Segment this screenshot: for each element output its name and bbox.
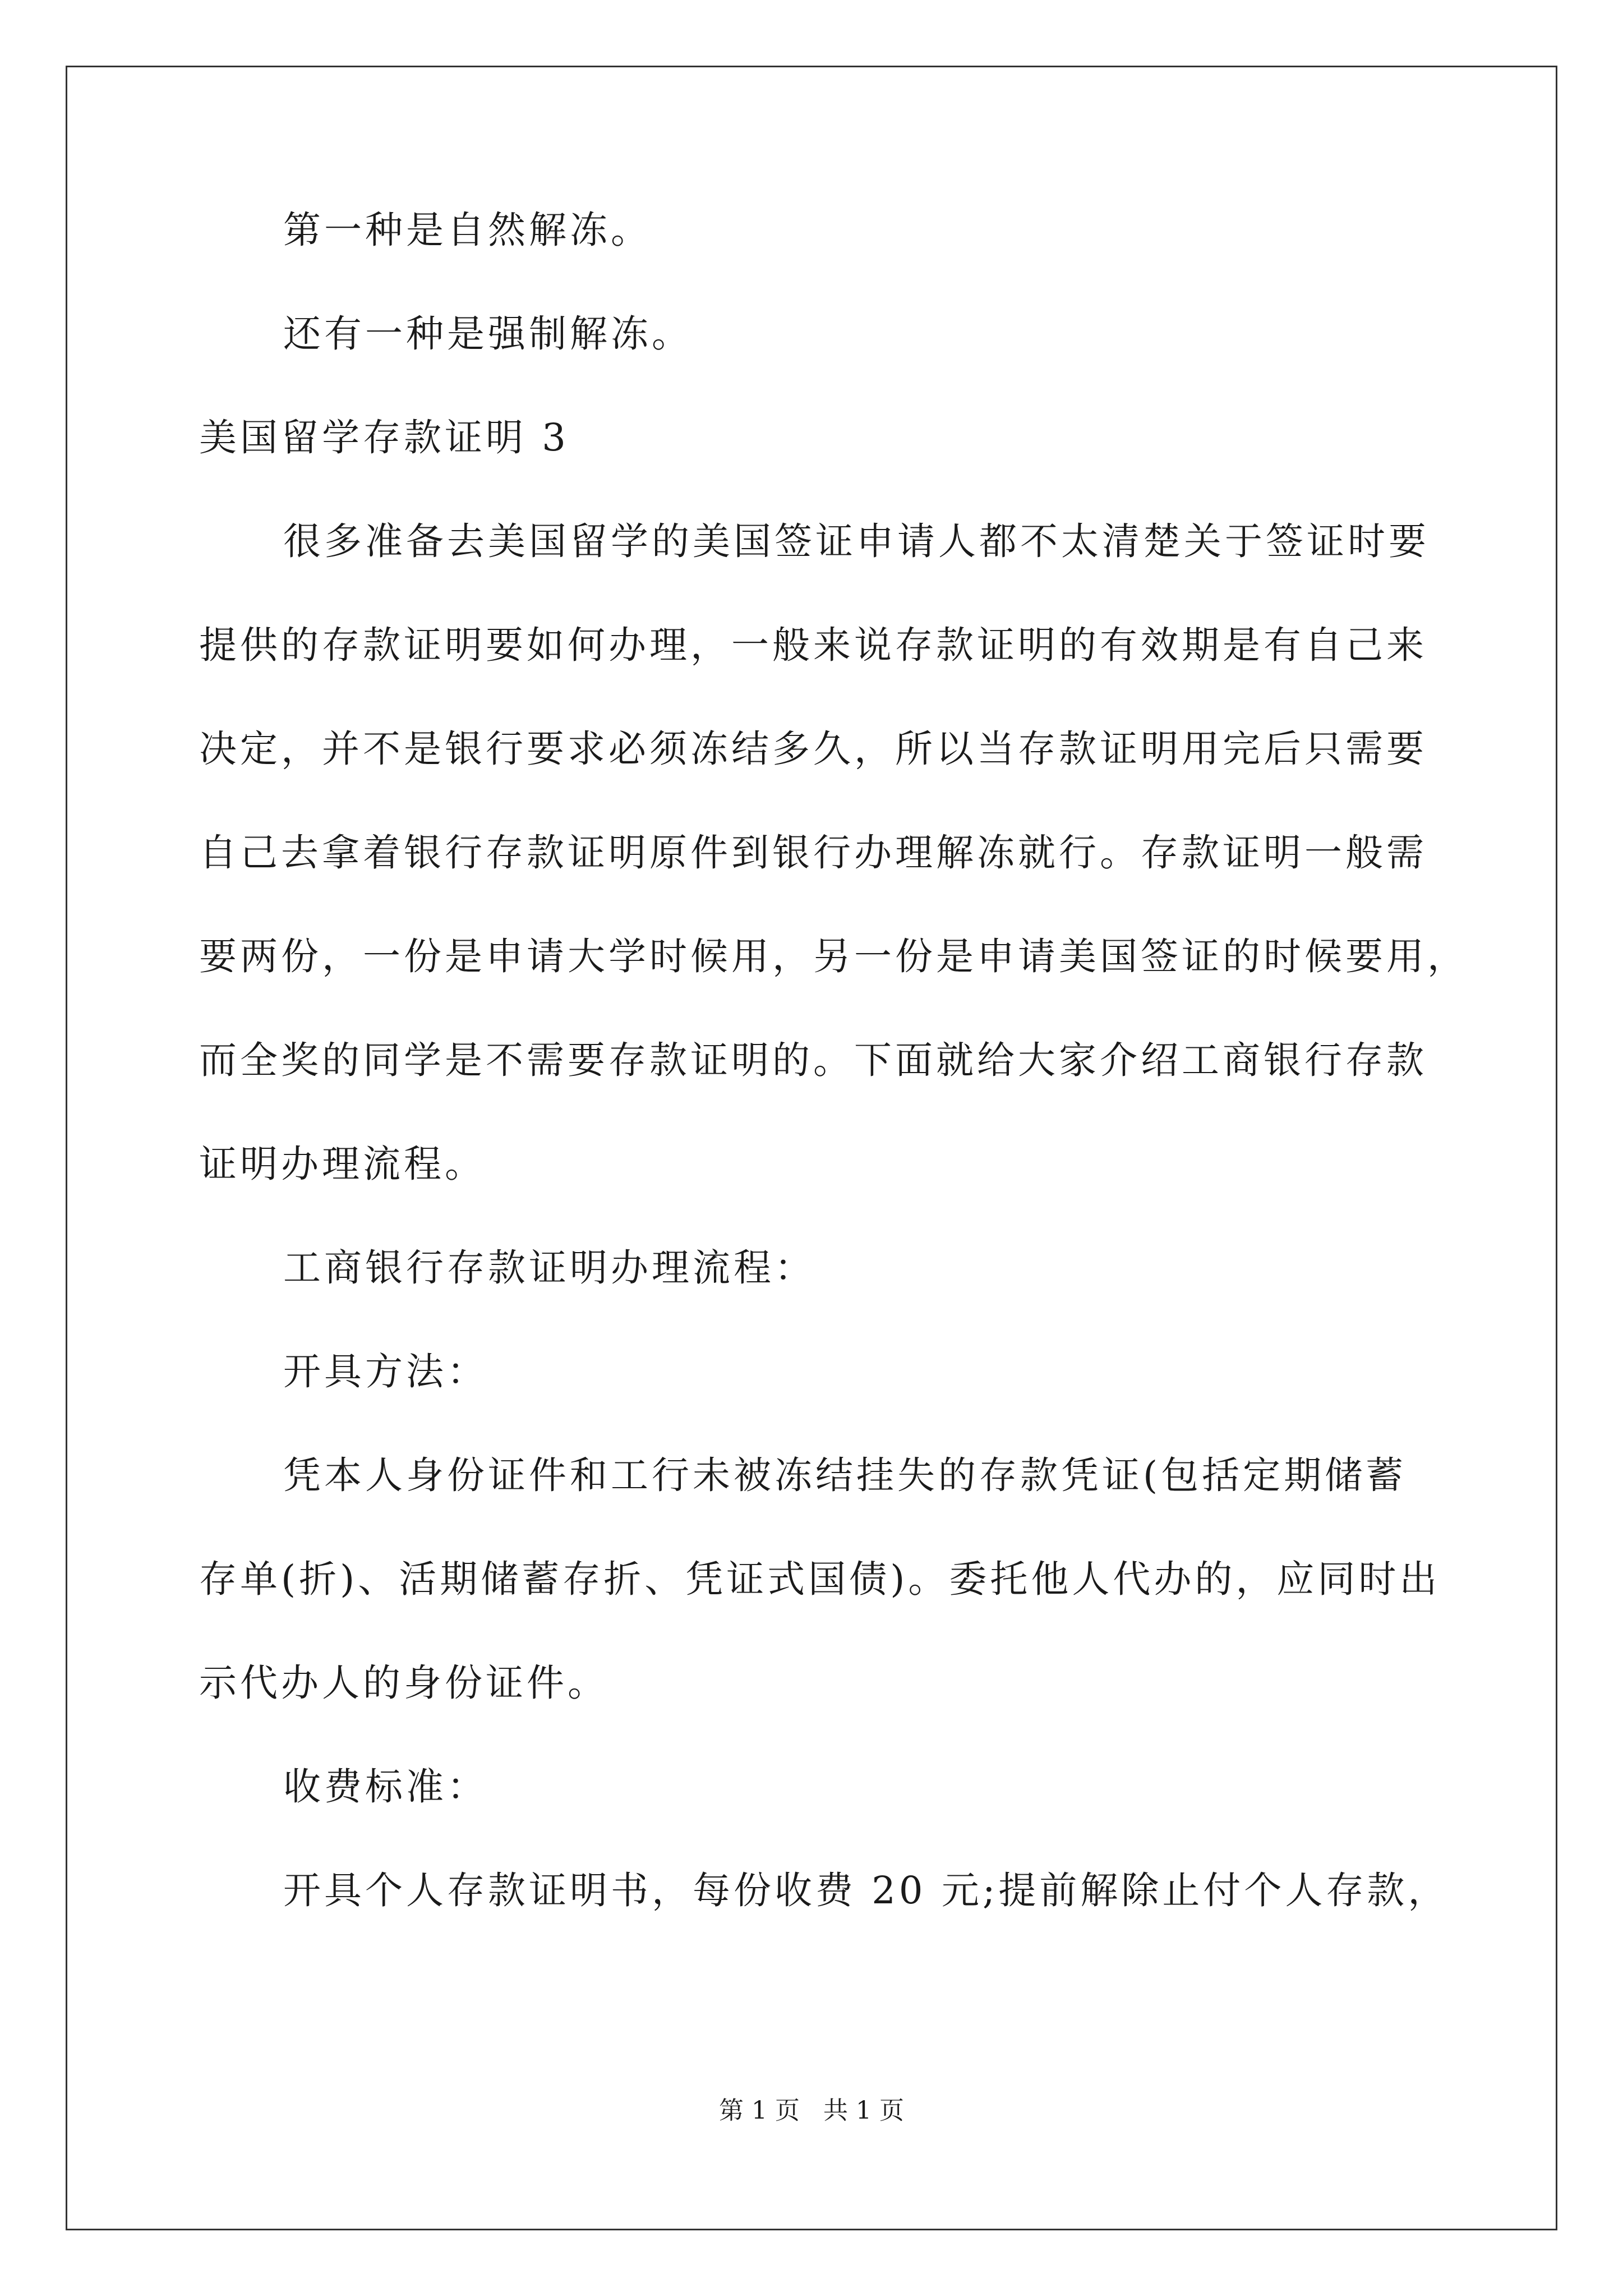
paragraph-line: 决定，并不是银行要求必须冻结多久，所以当存款证明用完后只需要 <box>199 727 1427 771</box>
section-heading: 美国留学存款证明 3 <box>199 416 569 459</box>
paragraph-line: 证明办理流程。 <box>199 1142 486 1186</box>
paragraph-line: 而全奖的同学是不需要存款证明的。下面就给大家介绍工商银行存款 <box>199 1038 1427 1082</box>
paragraph-line: 示代办人的身份证件。 <box>199 1661 608 1705</box>
paragraph-line: 收费标准： <box>283 1765 488 1809</box>
paragraph-line: 还有一种是强制解冻。 <box>283 312 693 356</box>
paragraph-line: 开具方法： <box>283 1350 488 1393</box>
paragraph-line: 凭本人身份证件和工行未被冻结挂失的存款凭证(包括定期储蓄 <box>283 1453 1407 1497</box>
paragraph-line: 要两份，一份是申请大学时候用，另一份是申请美国签证的时候要用， <box>199 935 1468 978</box>
paragraph-line: 存单(折)、活期储蓄存折、凭证式国债)。委托他人代办的，应同时出 <box>199 1557 1441 1601</box>
paragraph-line: 开具个人存款证明书，每份收费 20 元;提前解除止付个人存款， <box>283 1869 1449 1912</box>
paragraph-line: 很多准备去美国留学的美国签证申请人都不太清楚关于签证时要 <box>283 519 1430 563</box>
paragraph-line: 提供的存款证明要如何办理，一般来说存款证明的有效期是有自己来 <box>199 623 1427 667</box>
paragraph-line: 第一种是自然解冻。 <box>283 208 652 252</box>
page-footer: 第 1 页 共 1 页 <box>719 2096 904 2125</box>
paragraph-line: 工商银行存款证明办理流程： <box>283 1246 815 1290</box>
paragraph-line: 自己去拿着银行存款证明原件到银行办理解冻就行。存款证明一般需 <box>199 831 1427 875</box>
